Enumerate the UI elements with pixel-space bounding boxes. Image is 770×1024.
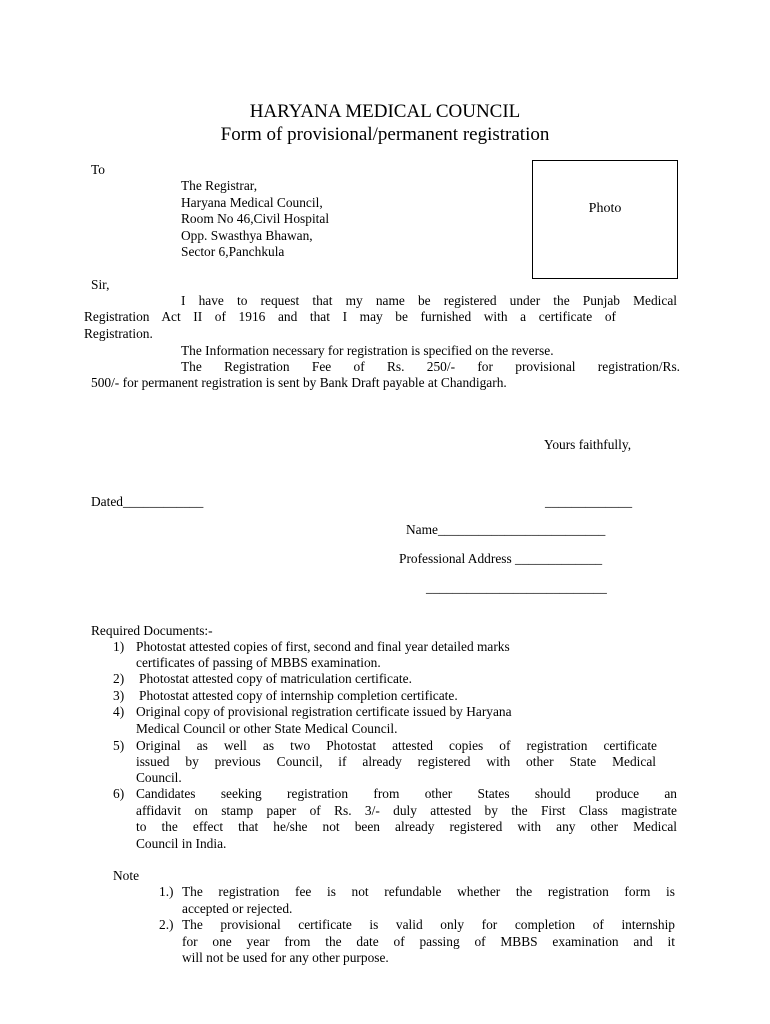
address-line: Sector 6,Panchkula xyxy=(181,244,285,259)
note-number: 2.) xyxy=(159,917,174,932)
signature-line[interactable]: _____________ xyxy=(545,494,633,509)
letter-line: I have to request that my name be registered under the Punjab Medical xyxy=(181,293,677,308)
letter-line: Registration Act II of 1916 and that I may be furnished with a certificate of xyxy=(84,309,616,324)
form-subtitle: Form of provisional/permanent registration xyxy=(220,124,550,145)
doc-line: to the effect that he/she not been already registered with any other Medical xyxy=(136,819,677,834)
note-heading: Note xyxy=(113,868,140,883)
doc-number: 2) xyxy=(113,671,125,686)
photo-box xyxy=(532,160,678,279)
note-line: The registration fee is not refundable whether the registration form is xyxy=(182,884,675,899)
doc-line: Photostat attested copies of first, second and final year detailed marks xyxy=(136,639,510,654)
dated-field[interactable]: Dated____________ xyxy=(91,494,204,509)
doc-number: 5) xyxy=(113,738,125,753)
address-line: Room No 46,Civil Hospital xyxy=(181,211,330,226)
photo-label: Photo xyxy=(588,201,622,216)
doc-line: Original copy of provisional registration certificate issued by Haryana xyxy=(136,704,512,719)
salutation: Sir, xyxy=(91,277,110,292)
note-line: will not be used for any other purpose. xyxy=(182,950,389,965)
doc-line: Council in India. xyxy=(136,836,227,851)
note-line: accepted or rejected. xyxy=(182,901,293,916)
professional-address-field[interactable]: Professional Address _____________ xyxy=(399,551,603,566)
doc-number: 6) xyxy=(113,786,125,801)
letter-line: Registration. xyxy=(84,326,153,341)
doc-line: Council. xyxy=(136,770,182,785)
doc-line: Original as well as two Photostat attested copies of registration certificate xyxy=(136,738,657,753)
doc-line: certificates of passing of MBBS examination. xyxy=(136,655,381,670)
doc-number: 4) xyxy=(113,704,125,719)
address-line: Opp. Swasthya Bhawan, xyxy=(181,228,313,243)
address-to: To xyxy=(91,162,105,177)
doc-line: Photostat attested copy of internship completion certificate. xyxy=(139,688,458,703)
doc-number: 1) xyxy=(113,639,125,654)
note-number: 1.) xyxy=(159,884,174,899)
doc-line: Candidates seeking registration from other States should produce an xyxy=(136,786,677,801)
address-line-2-field[interactable]: ___________________________ xyxy=(426,580,607,595)
doc-number: 3) xyxy=(113,688,125,703)
doc-line: Medical Council or other State Medical Council. xyxy=(136,721,398,736)
letter-line: The Information necessary for registration is specified on the reverse. xyxy=(181,343,554,358)
name-field[interactable]: Name_________________________ xyxy=(406,522,606,537)
note-line: The provisional certificate is valid only for completion of internship xyxy=(182,917,675,932)
closing: Yours faithfully, xyxy=(544,437,632,452)
doc-line: Photostat attested copy of matriculation certificate. xyxy=(139,671,412,686)
doc-line: issued by previous Council, if already registered with other State Medical xyxy=(136,754,656,769)
address-line: The Registrar, xyxy=(181,178,258,193)
doc-line: affidavit on stamp paper of Rs. 3/- duly attested by the First Class magistrate xyxy=(136,803,677,818)
address-line: Haryana Medical Council, xyxy=(181,195,323,210)
documents-heading: Required Documents:- xyxy=(91,623,213,638)
letter-line: 500/- for permanent registration is sent by Bank Draft payable at Chandigarh. xyxy=(91,375,507,390)
letter-line: The Registration Fee of Rs. 250/- for provisional registration/Rs. xyxy=(181,359,680,374)
note-line: for one year from the date of passing of MBBS examination and it xyxy=(182,934,675,949)
form-title: HARYANA MEDICAL COUNCIL xyxy=(249,101,521,122)
